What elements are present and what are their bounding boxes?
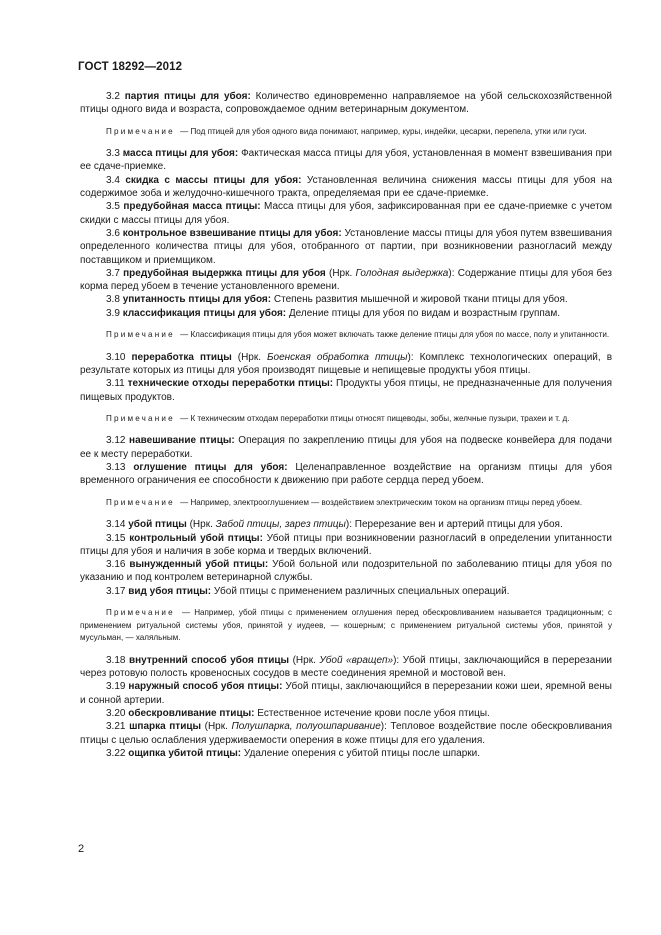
definition-item [80,720,612,747]
definition-number: 3.4 [106,174,120,186]
note-label: Примечание [106,413,175,423]
definition-number: 3.14 [106,519,126,531]
definition-term: вид убоя птицы: [128,585,212,597]
definition-term: наружный способ убоя птицы: [128,681,283,693]
definition-item [80,585,612,598]
definition-item [80,307,612,320]
note-paragraph [80,329,612,342]
definition-text: Убой птицы при возникновении разногласий в определении упитанности птицы для убоя и наличия в зобе корма и твердых включений. [80,532,613,557]
definition-item [80,147,612,174]
definition-number: 3.7 [106,267,120,279]
note-label: Примечание [106,126,175,136]
definition-text: Естественное истечение крови после убоя птицы. [257,707,490,719]
definition-text: Перерезание вен и артерий птицы для убоя. [354,519,563,531]
definition-term: контрольный убой птицы: [129,532,263,544]
definition-number: 3.11 [106,378,125,390]
definition-number: 3.6 [106,227,120,239]
definition-text: Удаление оперения с убитой птицы после шпарки. [243,747,481,759]
definition-term: предубойная выдержка птицы для убоя [123,267,326,279]
definition-item [80,200,612,227]
note-label: Примечание [106,330,175,340]
definition-number: 3.3 [106,148,120,160]
definition-item [80,267,612,294]
synonym-suffix: ): [393,654,400,666]
definition-item [80,227,612,267]
definition-text: Деление птицы для убоя по видам и возрастным группам. [288,307,560,319]
definition-number: 3.17 [106,585,126,597]
definition-number: 3.5 [106,201,120,213]
definition-text: Количество единовременно направляемое на убой сельскохозяйственной птицы одного вида и возраста, сопровождаемое одним ветеринарным документом. [80,91,613,116]
definition-text: Целенаправленное воздействие на организм птицы для убоя временного ограничения ее способности к движению при работе сердца перед убоем. [80,462,612,487]
definition-number: 3.10 [106,351,126,363]
synonym-term: Убой «вращеп» [319,654,394,666]
definition-item [80,461,612,488]
definition-term: вынужденный убой птицы: [129,559,269,571]
synonym-prefix: (Нрк. [231,351,268,363]
note-paragraph [80,126,612,139]
definition-item [80,558,612,585]
synonym-term: Голодная выдержка [355,267,449,279]
definition-number: 3.15 [106,532,126,544]
synonym-suffix: ): [345,519,352,531]
definition-item [80,707,612,720]
definition-text: Степень развития мышечной и жировой ткани птицы для убоя. [273,294,568,306]
definition-item [80,174,612,201]
definition-text: Установленная величина снижения массы птицы для убоя на содержимое зоба и желудочно-кишечного тракта, определяемая при ее сдаче-приемке. [80,174,613,200]
definition-item [80,377,612,404]
definition-item [80,747,612,760]
definition-item [80,518,612,531]
synonym-prefix: (Нрк. [325,267,356,279]
synonym-prefix: (Нрк. [186,519,216,531]
synonym-term: Боенская обработка птицы [267,351,408,363]
document-header: ГОСТ 18292—2012 [78,61,183,73]
note-paragraph [80,607,612,645]
note-label: Примечание [106,497,175,507]
note-text: — К техническим отходам переработки птицы относят пищеводы, зобы, желчные пузыри, трахеи и т. д. [180,413,570,423]
definition-number: 3.9 [106,307,120,319]
synonym-prefix: (Нрк. [201,721,232,733]
definition-item [80,434,612,461]
definition-text: Убой птицы, заключающийся в перерезании кожи шеи, яремной вены и сонной артерии. [80,681,612,706]
definition-term: масса птицы для убоя: [122,148,239,160]
definition-term: оглушение птицы для убоя: [133,462,288,474]
definition-term: навешивание птицы: [129,435,235,447]
definition-text: Продукты убоя птицы, не предназначенные для получения пищевых продуктов. [80,378,612,403]
definition-term: технические отходы переработки птицы: [127,378,334,390]
definition-term: предубойная масса птицы: [123,201,261,213]
definition-number: 3.20 [106,707,126,719]
definition-number: 3.16 [106,559,126,571]
definition-term: контрольное взвешивание птицы для убоя: [122,227,342,239]
definition-text: Фактическая масса птицы для убоя, установленная в момент взвешивания при ее сдаче-приемке. [80,148,613,173]
definition-item [80,293,612,306]
definition-text: Убой птицы, заключающийся в перерезании через ротовую полость кровеносных сосудов в месте соединения яремной и мостовой вен. [80,654,613,680]
definition-text: Убой птицы с применением различных специальных операций. [213,585,510,597]
definition-number: 3.19 [106,681,126,693]
synonym-prefix: (Нрк. [289,654,320,666]
definition-text: Комплекс технологических операций, в результате которых из птицы для убоя производят пищевые и непищевые продукты убоя птицы. [80,351,612,376]
definition-text: Содержание птицы для убоя без корма перед убоем в течение установленного времени. [80,267,613,293]
synonym-term: Забой птицы, зарез птицы [215,519,346,531]
definition-text: Установление массы птицы для убоя путем взвешивания определенного количества птицы для убоя, отобранного от партии, при возникновении разногласий между поставщиком и приемщиком. [80,227,612,266]
note-paragraph [80,497,612,510]
note-label: Примечание [106,607,175,617]
note-text: — Например, электрооглушением — воздействием электрическим током на организм птицы перед убоем. [180,497,583,507]
definition-number: 3.22 [106,747,126,759]
definition-term: классификация птицы для убоя: [122,307,287,319]
synonym-suffix: ): [448,267,455,279]
definition-term: ощипка убитой птицы: [128,747,242,759]
definition-item [80,680,612,707]
definition-item [80,351,612,378]
definition-number: 3.12 [106,435,126,447]
page-number: 2 [78,843,85,855]
synonym-suffix: ): [407,351,414,363]
definition-number: 3.8 [106,294,120,306]
synonym-term: Полушпарка, полуошпаривание [231,721,381,733]
definition-item [80,532,612,559]
definition-term: внутренний способ убоя птицы [128,654,290,666]
definition-number: 3.18 [106,654,126,666]
definition-term: переработка птицы [131,351,232,363]
definition-term: убой птицы [128,519,187,531]
definition-text: Тепловое воздействие после обескровливания птицы с целью ослабления удерживаемости оперения в коже птицы для его удаления. [80,721,613,746]
definition-text: Масса птицы для убоя, зафиксированная при ее сдаче-приемке с учетом скидки с массы птицы для убоя. [80,201,613,226]
definition-term: обескровливание птицы: [128,707,255,719]
note-text: — Под птицей для убоя одного вида понимают, например, куры, индейки, цесарки, перепела, утки или гуси. [180,126,587,136]
definition-number: 3.2 [106,91,120,102]
synonym-suffix: ): [380,721,387,733]
note-text: — Например, убой птицы с применением оглушения перед обескровливанием называется традиционным; с применением ритуальной системы убоя, принятой у иудеев, — кошерным; с применением ритуальной системы убоя, принятой у мусульман, — халяльным. [80,607,613,643]
definition-number: 3.21 [106,721,126,733]
document-body [80,90,612,760]
note-paragraph [80,413,612,426]
definition-number: 3.13 [106,462,126,474]
definition-item [80,90,612,117]
definition-term: партия птицы для убоя: [124,91,251,102]
definition-term: шпарка птицы [129,721,202,733]
note-text: — Классификация птицы для убоя может включать также деление птицы для убоя по массе, полу и упитанности. [180,330,610,340]
definition-item [80,654,612,681]
definition-text: Операция по закреплению птицы для убоя на подвеске конвейера для подачи ее к месту переработки. [80,435,612,460]
definition-term: упитанность птицы для убоя: [122,294,272,306]
definition-text: Убой больной или подозрительной по заболеванию птицы для убоя по указанию и под контролем ветеринарной службы. [80,559,612,584]
definition-term: скидка с массы птицы для убоя: [125,174,302,186]
